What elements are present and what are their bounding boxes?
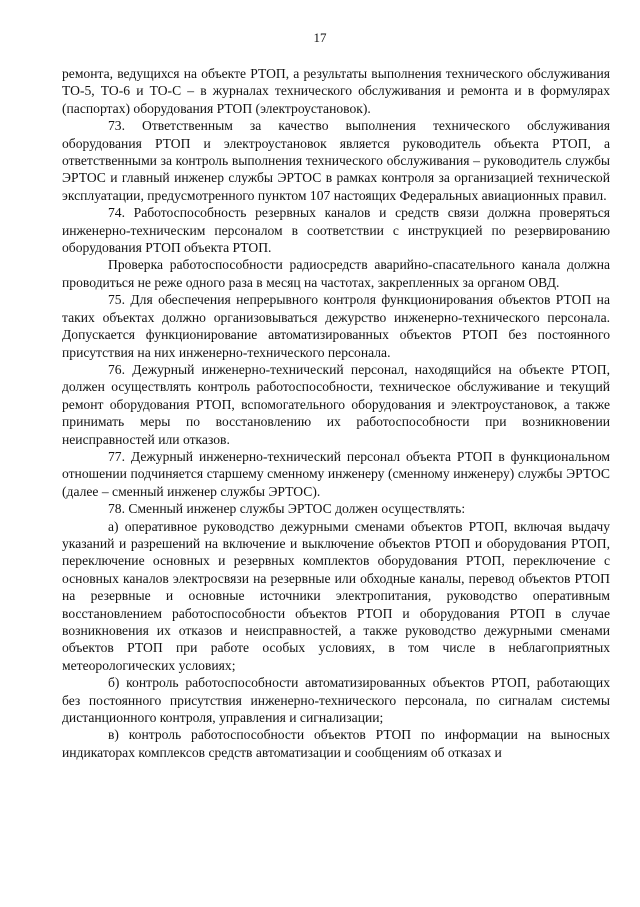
paragraph-73: 73. Ответственным за качество выполнения технического обслуживания оборудования РТОП и электроустановок является руководитель объекта РТОП, а ответственными за контроль выполнения технического обслуживания – руководитель службы ЭРТОС и главный инженер службы ЭРТОС в рамках контроля за организацией технической эксплуатации, предусмотренного пунктом 107 настоящих Федеральных авиационных правил. <box>62 118 610 203</box>
page-number: 17 <box>313 30 327 45</box>
document-body <box>62 65 610 761</box>
paragraph-continuation: ремонта, ведущихся на объекте РТОП, а результаты выполнения технического обслуживания ТО-5, ТО-6 и ТО-С – в журналах технического обслуживания и ремонта и в формулярах (паспортах) оборудования РТОП (электроустановок). <box>62 66 610 116</box>
paragraph-78-item-a: а) оперативное руководство дежурными сменами объектов РТОП, включая выдачу указаний и разрешений на включение и выключение объектов РТОП и оборудования РТОП, переключение основных и резервных комплектов оборудования РТОП, переключение с основных каналов электросвязи на резервные или обходные каналы, перевод объектов РТОП на резервные и основные источники электропитания, руководство оперативным восстановлением работоспособности объектов РТОП и оборудования РТОП в случае возникновения их отказов и неисправностей, а также руководство дежурными сменами объектов РТОП при работе особых условиях, в том числе в неблагоприятных метеорологических условиях; <box>62 518 610 673</box>
paragraph-74-emergency-channel: Проверка работоспособности радиосредств аварийно-спасательного канала должна проводиться не реже одного раза в месяц на частотах, закрепленных за органом ОВД. <box>62 257 610 290</box>
paragraph-75: 75. Для обеспечения непрерывного контроля функционирования объектов РТОП на таких объектах должно организовываться дежурство инженерно-технического персонала. Допускается функционирование автоматизированных объектов РТОП без постоянного присутствия на них инженерно-технического персонала. <box>62 292 610 360</box>
paragraph-78: 78. Сменный инженер службы ЭРТОС должен осуществлять: <box>108 501 466 517</box>
paragraph-74: 74. Работоспособность резервных каналов и средств связи должна проверяться инженерно-техническим персоналом в соответствии с инструкцией по резервированию оборудования РТОП объекта РТОП. <box>62 205 610 256</box>
paragraph-76: 76. Дежурный инженерно-технический персонал, находящийся на объекте РТОП, должен осуществлять контроль работоспособности, техническое обслуживание и текущий ремонт оборудования РТОП, вспомогательного оборудования и электроустановок, а также принимать меры по восстановлению их работоспособности при возникновении неисправностей или отказов. <box>62 361 610 447</box>
paragraph-78-item-b: б) контроль работоспособности автоматизированных объектов РТОП, работающих без постоянного присутствия инженерно-технического персонала, по сигналам системы дистанционного контроля, управления и сигнализации; <box>62 675 610 726</box>
paragraph-77: 77. Дежурный инженерно-технический персонал объекта РТОП в функциональном отношении подчиняется старшему сменному инженеру (сменному инженеру) службы ЭРТОС (далее – сменный инженер службы ЭРТОС). <box>62 448 610 499</box>
paragraph-78-item-v: в) контроль работоспособности объектов РТОП по информации на выносных индикаторах комплексов средств автоматизации и сообщениям об отказах и <box>62 727 610 760</box>
